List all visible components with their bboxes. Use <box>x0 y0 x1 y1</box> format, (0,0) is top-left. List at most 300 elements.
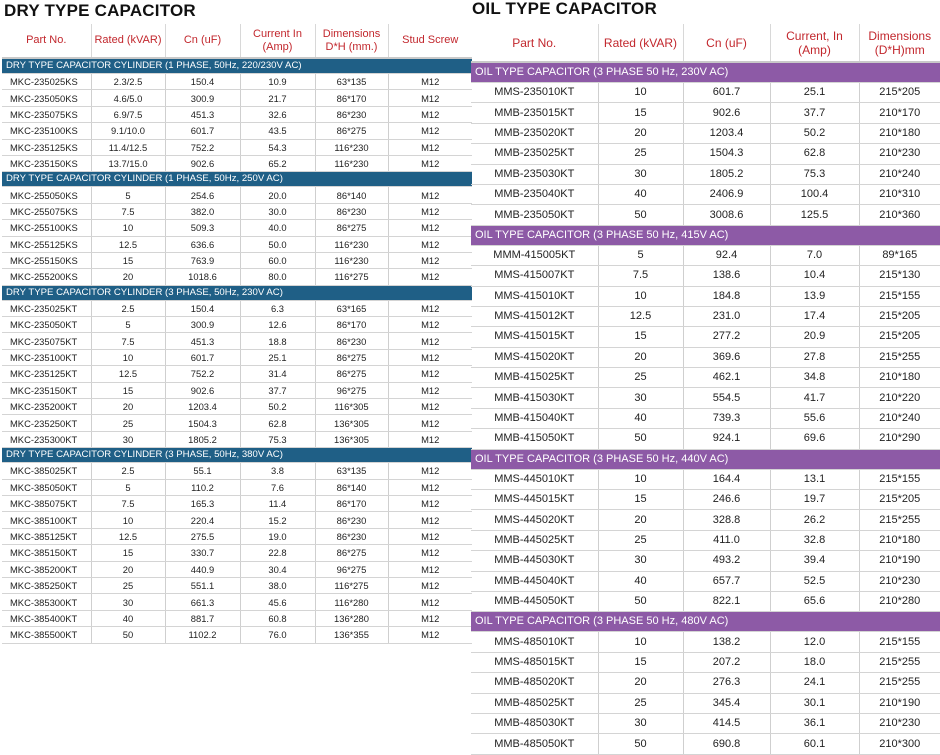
table-cell: 215*205 <box>859 306 940 326</box>
table-cell: 210*310 <box>859 184 940 204</box>
table-cell: 37.7 <box>240 382 315 398</box>
table-cell: 86*275 <box>315 123 388 139</box>
table-cell: 382.0 <box>165 203 240 219</box>
table-cell: 210*240 <box>859 408 940 428</box>
table-row <box>2 528 472 544</box>
table-cell: MKC-235075KS <box>2 106 91 122</box>
table-row <box>471 673 940 693</box>
table-cell: 136*305 <box>315 415 388 431</box>
table-cell: MKC-385400KT <box>2 610 91 626</box>
table-cell: 22.8 <box>240 545 315 561</box>
table-cell: 210*230 <box>859 571 940 591</box>
table-cell: 902.6 <box>165 382 240 398</box>
table-cell: 210*300 <box>859 734 940 754</box>
table-cell: 554.5 <box>683 388 770 408</box>
header-current-in: Current In (Amp) <box>240 24 315 58</box>
table-cell: M12 <box>388 349 472 365</box>
table-row <box>471 734 940 754</box>
table-cell: M12 <box>388 479 472 495</box>
table-cell: 86*275 <box>315 366 388 382</box>
table-cell: 215*155 <box>859 632 940 652</box>
table-cell: 3008.6 <box>683 205 770 225</box>
table-cell: 38.0 <box>240 577 315 593</box>
table-cell: M12 <box>388 366 472 382</box>
table-cell: M12 <box>388 382 472 398</box>
table-cell: 150.4 <box>165 300 240 316</box>
table-cell: 215*155 <box>859 469 940 489</box>
table-cell: 20 <box>598 510 683 530</box>
table-cell: MKC-385300KT <box>2 594 91 610</box>
table-cell: 15.2 <box>240 512 315 528</box>
table-row <box>471 123 940 143</box>
table-cell: MMB-485025KT <box>471 693 598 713</box>
table-cell: MMS-415020KT <box>471 347 598 367</box>
table-cell: 4.6/5.0 <box>91 90 165 106</box>
table-cell: 13.9 <box>770 286 859 306</box>
table-cell: 100.4 <box>770 184 859 204</box>
table-cell: 25.1 <box>770 83 859 103</box>
table-cell: 1203.4 <box>683 123 770 143</box>
table-cell: 50 <box>91 627 165 643</box>
table-cell: 27.8 <box>770 347 859 367</box>
table-cell: MKC-235025KS <box>2 74 91 90</box>
table-cell: MKC-385050KT <box>2 479 91 495</box>
table-cell: MMS-415007KT <box>471 266 598 286</box>
table-cell: 86*230 <box>315 333 388 349</box>
table-row <box>2 512 472 528</box>
table-cell: 902.6 <box>683 103 770 123</box>
table-row <box>471 164 940 184</box>
dry-type-capacitor-title: DRY TYPE CAPACITOR <box>4 1 196 20</box>
table-cell: 31.4 <box>240 366 315 382</box>
table-cell: MKC-255075KS <box>2 203 91 219</box>
table-cell: 12.6 <box>240 317 315 333</box>
table-cell: 210*170 <box>859 103 940 123</box>
table-cell: 50 <box>598 591 683 611</box>
table-cell: 215*255 <box>859 652 940 672</box>
table-row <box>471 266 940 286</box>
table-cell: 86*230 <box>315 528 388 544</box>
table-cell: 215*205 <box>859 327 940 347</box>
table-cell: MMS-445010KT <box>471 469 598 489</box>
table-cell: 12.5 <box>91 236 165 252</box>
table-cell: 636.6 <box>165 236 240 252</box>
table-cell: MMB-235040KT <box>471 184 598 204</box>
header-cn-uf: Cn (uF) <box>165 24 240 58</box>
table-cell: 20 <box>598 673 683 693</box>
table-cell: 19.0 <box>240 528 315 544</box>
section-title: OIL TYPE CAPACITOR (3 PHASE 50 Hz, 440V AC) <box>471 449 940 469</box>
table-row <box>2 236 472 252</box>
table-cell: 76.0 <box>240 627 315 643</box>
section-header-row <box>471 225 940 245</box>
table-cell: 62.8 <box>770 144 859 164</box>
table-cell: 138.6 <box>683 266 770 286</box>
table-cell: MMS-415012KT <box>471 306 598 326</box>
header-dimensions: Dimensions D*H (mm.) <box>315 24 388 58</box>
table-cell: 60.1 <box>770 734 859 754</box>
table-cell: M12 <box>388 512 472 528</box>
table-row <box>2 155 472 171</box>
table-row <box>471 652 940 672</box>
table-cell: MKC-235150KS <box>2 155 91 171</box>
table-cell: 215*155 <box>859 286 940 306</box>
table-cell: 10 <box>598 286 683 306</box>
table-cell: 440.9 <box>165 561 240 577</box>
table-row <box>2 479 472 495</box>
header-cn-uf: Cn (uF) <box>683 24 770 62</box>
table-cell: 25 <box>91 577 165 593</box>
table-cell: 43.5 <box>240 123 315 139</box>
table-cell: 2.3/2.5 <box>91 74 165 90</box>
table-row <box>471 184 940 204</box>
table-cell: 5 <box>598 245 683 265</box>
table-cell: MMS-445015KT <box>471 490 598 510</box>
table-row <box>471 469 940 489</box>
table-cell: MMB-235020KT <box>471 123 598 143</box>
table-row <box>2 610 472 626</box>
table-cell: 63*165 <box>315 300 388 316</box>
table-cell: MKC-385250KT <box>2 577 91 593</box>
table-cell: 25.1 <box>240 349 315 365</box>
table-cell: 116*305 <box>315 399 388 415</box>
table-cell: 207.2 <box>683 652 770 672</box>
table-cell: 96*275 <box>315 561 388 577</box>
table-cell: MKC-385025KT <box>2 463 91 479</box>
table-cell: M12 <box>388 236 472 252</box>
table-cell: 86*230 <box>315 512 388 528</box>
table-cell: M12 <box>388 561 472 577</box>
table-cell: 210*290 <box>859 429 940 449</box>
table-cell: M12 <box>388 139 472 155</box>
table-cell: MKC-385075KT <box>2 495 91 511</box>
table-cell: 1102.2 <box>165 627 240 643</box>
table-cell: MKC-385100KT <box>2 512 91 528</box>
table-cell: 37.7 <box>770 103 859 123</box>
table-cell: M12 <box>388 317 472 333</box>
header-current-in: Current, In (Amp) <box>770 24 859 62</box>
table-cell: 34.8 <box>770 368 859 388</box>
table-cell: 15 <box>91 252 165 268</box>
table-row <box>471 327 940 347</box>
table-cell: 138.2 <box>683 632 770 652</box>
table-cell: 36.1 <box>770 713 859 733</box>
table-cell: 116*275 <box>315 577 388 593</box>
table-cell: M12 <box>388 300 472 316</box>
table-row <box>471 429 940 449</box>
table-cell: 7.0 <box>770 245 859 265</box>
table-cell: MMS-445020KT <box>471 510 598 530</box>
table-row <box>471 368 940 388</box>
table-cell: 96*275 <box>315 382 388 398</box>
table-row <box>2 561 472 577</box>
table-cell: 752.2 <box>165 139 240 155</box>
table-cell: 1504.3 <box>683 144 770 164</box>
table-cell: 40 <box>598 184 683 204</box>
table-row <box>2 300 472 316</box>
table-cell: 10 <box>598 469 683 489</box>
section-header-row <box>2 448 472 463</box>
table-cell: 21.7 <box>240 90 315 106</box>
table-row <box>2 106 472 122</box>
table-cell: 10 <box>598 83 683 103</box>
table-cell: 40 <box>91 610 165 626</box>
table-cell: 62.8 <box>240 415 315 431</box>
table-cell: 25 <box>598 144 683 164</box>
table-cell: MMS-415010KT <box>471 286 598 306</box>
header-rated-kvar: Rated (kVAR) <box>598 24 683 62</box>
table-cell: 300.9 <box>165 317 240 333</box>
table-cell: 45.6 <box>240 594 315 610</box>
table-cell: 30 <box>598 713 683 733</box>
table-cell: 24.1 <box>770 673 859 693</box>
table-cell: 40 <box>598 571 683 591</box>
table-cell: 902.6 <box>165 155 240 171</box>
table-cell: M12 <box>388 495 472 511</box>
table-cell: MMS-235010KT <box>471 83 598 103</box>
table-cell: 116*230 <box>315 155 388 171</box>
table-cell: 30.0 <box>240 203 315 219</box>
table-cell: 86*170 <box>315 317 388 333</box>
table-row <box>2 90 472 106</box>
table-cell: 881.7 <box>165 610 240 626</box>
table-row <box>2 252 472 268</box>
table-cell: MKC-385125KT <box>2 528 91 544</box>
table-cell: M12 <box>388 123 472 139</box>
table-cell: 276.3 <box>683 673 770 693</box>
table-cell: 10.9 <box>240 74 315 90</box>
table-cell: 30 <box>598 388 683 408</box>
table-cell: 86*275 <box>315 545 388 561</box>
table-cell: MMB-415050KT <box>471 429 598 449</box>
section-header-row <box>2 58 472 74</box>
table-cell: 184.8 <box>683 286 770 306</box>
table-cell: 30 <box>598 164 683 184</box>
table-cell: 11.4/12.5 <box>91 139 165 155</box>
table-cell: 411.0 <box>683 530 770 550</box>
header-part-no: Part No. <box>2 24 91 58</box>
table-cell: 1203.4 <box>165 399 240 415</box>
table-cell: MMB-485020KT <box>471 673 598 693</box>
table-cell: 55.1 <box>165 463 240 479</box>
table-cell: 12.5 <box>598 306 683 326</box>
table-cell: 17.4 <box>770 306 859 326</box>
table-cell: MKC-255150KS <box>2 252 91 268</box>
table-cell: MMB-445040KT <box>471 571 598 591</box>
section-title: DRY TYPE CAPACITOR CYLINDER (1 PHASE, 50Hz, 220/230V AC) <box>2 58 472 74</box>
table-row <box>471 83 940 103</box>
table-cell: 12.5 <box>91 366 165 382</box>
table-cell: M12 <box>388 333 472 349</box>
table-cell: MKC-235150KT <box>2 382 91 398</box>
table-cell: 13.1 <box>770 469 859 489</box>
table-cell: 15 <box>598 327 683 347</box>
table-cell: 246.6 <box>683 490 770 510</box>
table-cell: 2.5 <box>91 300 165 316</box>
table-row <box>2 495 472 511</box>
table-cell: 86*230 <box>315 203 388 219</box>
table-cell: 551.1 <box>165 577 240 593</box>
table-cell: 210*220 <box>859 388 940 408</box>
table-cell: 89*165 <box>859 245 940 265</box>
table-cell: MKC-235050KS <box>2 90 91 106</box>
table-row <box>471 103 940 123</box>
table-header-row <box>2 24 472 58</box>
table-cell: 15 <box>91 382 165 398</box>
table-cell: 7.5 <box>91 495 165 511</box>
table-cell: 136*280 <box>315 610 388 626</box>
table-cell: 32.8 <box>770 530 859 550</box>
table-cell: 210*280 <box>859 591 940 611</box>
table-cell: 5 <box>91 317 165 333</box>
table-cell: MMB-485030KT <box>471 713 598 733</box>
table-cell: 215*205 <box>859 83 940 103</box>
table-row <box>471 632 940 652</box>
table-row <box>2 627 472 643</box>
table-cell: 50.2 <box>240 399 315 415</box>
table-cell: 12.0 <box>770 632 859 652</box>
table-cell: 125.5 <box>770 205 859 225</box>
table-cell: 69.6 <box>770 429 859 449</box>
table-cell: 462.1 <box>683 368 770 388</box>
table-row <box>471 510 940 530</box>
table-row <box>471 144 940 164</box>
table-cell: 739.3 <box>683 408 770 428</box>
table-cell: M12 <box>388 528 472 544</box>
table-row <box>2 431 472 447</box>
table-cell: 10.4 <box>770 266 859 286</box>
table-cell: M12 <box>388 594 472 610</box>
table-cell: 275.5 <box>165 528 240 544</box>
table-cell: MMB-235030KT <box>471 164 598 184</box>
table-cell: 30.1 <box>770 693 859 713</box>
table-cell: MMB-445025KT <box>471 530 598 550</box>
table-cell: 32.6 <box>240 106 315 122</box>
table-cell: 661.3 <box>165 594 240 610</box>
table-cell: 300.9 <box>165 90 240 106</box>
table-cell: 116*280 <box>315 594 388 610</box>
table-cell: 752.2 <box>165 366 240 382</box>
table-cell: 7.6 <box>240 479 315 495</box>
table-cell: MKC-235075KT <box>2 333 91 349</box>
table-cell: 451.3 <box>165 106 240 122</box>
table-row <box>2 74 472 90</box>
table-cell: 7.5 <box>91 333 165 349</box>
table-cell: 328.8 <box>683 510 770 530</box>
table-cell: MKC-255125KS <box>2 236 91 252</box>
table-cell: 86*170 <box>315 90 388 106</box>
table-row <box>2 123 472 139</box>
table-cell: 277.2 <box>683 327 770 347</box>
table-cell: 30.4 <box>240 561 315 577</box>
table-cell: 414.5 <box>683 713 770 733</box>
section-title: OIL TYPE CAPACITOR (3 PHASE 50 Hz, 230V AC) <box>471 62 940 83</box>
table-row <box>2 366 472 382</box>
table-cell: MKC-235025KT <box>2 300 91 316</box>
table-cell: 164.4 <box>683 469 770 489</box>
table-cell: 40.0 <box>240 220 315 236</box>
table-cell: 7.5 <box>598 266 683 286</box>
table-cell: M12 <box>388 610 472 626</box>
table-cell: 15 <box>91 545 165 561</box>
table-cell: 210*190 <box>859 693 940 713</box>
table-cell: 116*230 <box>315 139 388 155</box>
table-cell: 116*230 <box>315 252 388 268</box>
table-cell: 20 <box>598 347 683 367</box>
dry-type-table-panel <box>2 24 472 644</box>
table-cell: 25 <box>598 693 683 713</box>
table-cell: MKC-235050KT <box>2 317 91 333</box>
table-row <box>471 530 940 550</box>
table-row <box>471 347 940 367</box>
table-cell: MKC-255200KS <box>2 269 91 285</box>
section-header-row <box>471 449 940 469</box>
table-cell: 10 <box>91 512 165 528</box>
oil-type-table-panel <box>471 24 940 755</box>
table-cell: 11.4 <box>240 495 315 511</box>
table-cell: 601.7 <box>165 123 240 139</box>
table-row <box>471 693 940 713</box>
table-cell: 6.9/7.5 <box>91 106 165 122</box>
table-cell: 1805.2 <box>165 431 240 447</box>
table-cell: 10 <box>91 220 165 236</box>
table-cell: MKC-255050KS <box>2 187 91 203</box>
table-cell: MKC-235125KS <box>2 139 91 155</box>
table-row <box>2 333 472 349</box>
table-cell: 39.4 <box>770 551 859 571</box>
table-cell: 210*230 <box>859 144 940 164</box>
table-row <box>2 594 472 610</box>
table-row <box>471 286 940 306</box>
table-cell: 6.3 <box>240 300 315 316</box>
table-row <box>471 713 940 733</box>
table-cell: MKC-255100KS <box>2 220 91 236</box>
table-row <box>471 388 940 408</box>
table-cell: 215*255 <box>859 510 940 530</box>
table-cell: 63*135 <box>315 463 388 479</box>
table-cell: 1018.6 <box>165 269 240 285</box>
table-cell: 30 <box>598 551 683 571</box>
table-cell: 65.6 <box>770 591 859 611</box>
table-row <box>471 306 940 326</box>
table-cell: 20 <box>91 561 165 577</box>
table-cell: 18.0 <box>770 652 859 672</box>
table-cell: 41.7 <box>770 388 859 408</box>
table-cell: 40 <box>598 408 683 428</box>
table-cell: M12 <box>388 203 472 219</box>
table-cell: MMS-485015KT <box>471 652 598 672</box>
section-title: DRY TYPE CAPACITOR CYLINDER (3 PHASE, 50Hz, 380V AC) <box>2 448 472 463</box>
table-cell: 19.7 <box>770 490 859 510</box>
header-rated-kvar: Rated (kVAR) <box>91 24 165 58</box>
section-title: DRY TYPE CAPACITOR CYLINDER (1 PHASE, 50Hz, 250V AC) <box>2 172 472 187</box>
table-row <box>471 205 940 225</box>
table-cell: 80.0 <box>240 269 315 285</box>
table-cell: 15 <box>598 490 683 510</box>
table-cell: 116*230 <box>315 236 388 252</box>
table-cell: M12 <box>388 155 472 171</box>
table-cell: 50 <box>598 205 683 225</box>
oil-table-body <box>471 62 940 754</box>
table-cell: 25 <box>598 530 683 550</box>
table-cell: MMS-485010KT <box>471 632 598 652</box>
table-cell: 5 <box>91 187 165 203</box>
table-cell: 86*170 <box>315 495 388 511</box>
table-cell: 210*180 <box>859 530 940 550</box>
section-header-row <box>471 612 940 632</box>
table-cell: 136*305 <box>315 431 388 447</box>
table-cell: MMB-235025KT <box>471 144 598 164</box>
